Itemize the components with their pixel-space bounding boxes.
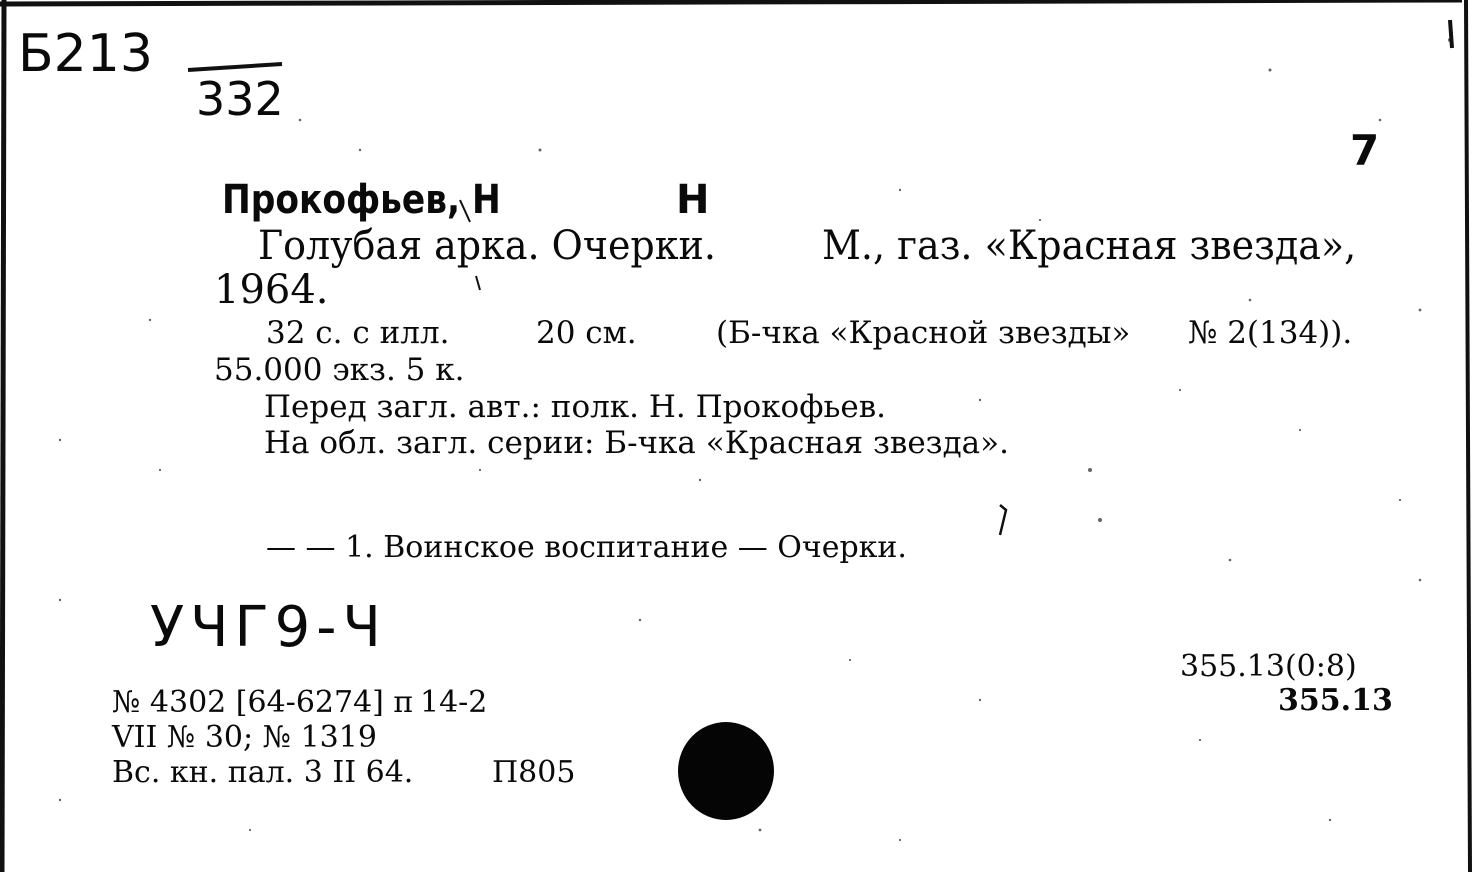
note-series: На обл. загл. серии: Б-чка «Красная звезда». <box>264 425 1009 461</box>
subject-tracing: — — 1. Воинское воспитание — Очерки. <box>266 530 907 565</box>
handwritten-code: УЧГ9-Ч <box>150 595 387 660</box>
collation-pages: 32 с. с илл. <box>266 315 450 351</box>
order-code: 14-2 <box>420 685 488 720</box>
imprint-year: 1964. <box>214 267 329 313</box>
print-run-price: 55.000 экз. 5 к. <box>214 352 465 388</box>
chamber-record: Вс. кн. пал. 3 II 64. <box>112 755 414 790</box>
collation-size: 20 см. <box>536 315 637 351</box>
author-second-initial: Н <box>676 177 710 223</box>
series-number: № 2(134)). <box>1188 315 1353 351</box>
imprint-statement: М., газ. «Красная звезда», <box>822 223 1357 269</box>
classification-number: 355.13(0:8) <box>1180 649 1357 684</box>
card-number: 7 <box>1350 126 1380 175</box>
chamber-code: П805 <box>492 755 576 790</box>
classification-number-short: 355.13 <box>1278 683 1393 718</box>
punch-hole <box>678 722 774 820</box>
shelf-mark-handwritten: Б213 <box>18 24 153 84</box>
series-statement: (Б-чка «Красной звезды» <box>716 315 1131 351</box>
author-heading: Прокофьев, Н <box>222 177 501 223</box>
registry-number: VII № 30; № 1319 <box>112 720 377 755</box>
shelf-mark-denominator: 332 <box>196 72 284 126</box>
order-number: № 4302 [64-6274] п <box>112 685 414 720</box>
title-statement: Голубая арка. Очерки. <box>258 223 716 269</box>
note-author: Перед загл. авт.: полк. Н. Прокофьев. <box>264 389 886 425</box>
